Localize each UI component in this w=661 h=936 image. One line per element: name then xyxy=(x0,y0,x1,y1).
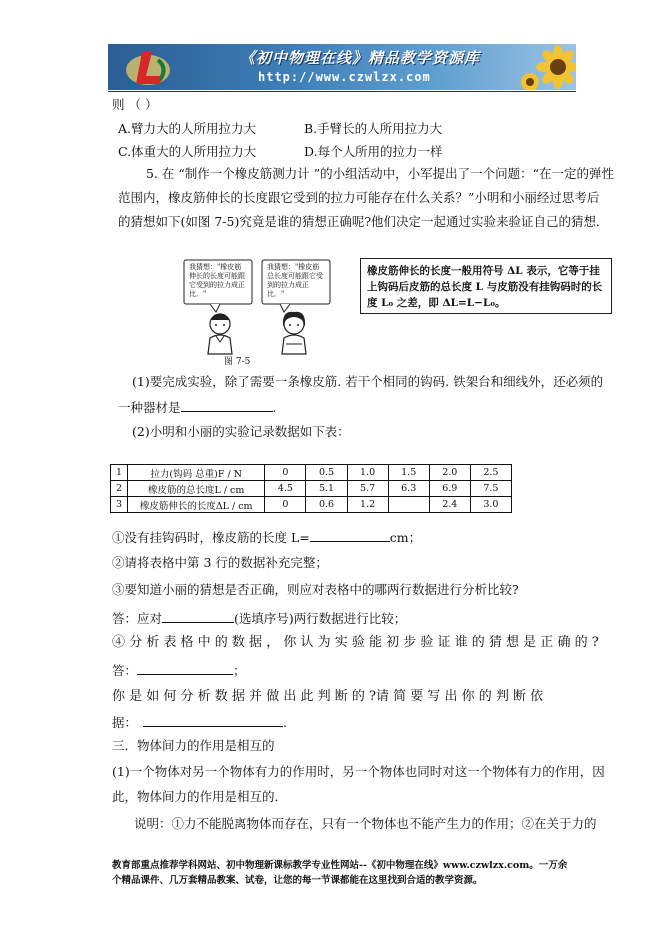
option-d: D.每个人所用的拉力一样 xyxy=(304,144,443,159)
part1-prefix: 一种器材是 xyxy=(118,400,181,415)
bubble-xiaoli: 我猜想："橡皮筋总长度可能跟它受到的拉力成正比．" xyxy=(267,263,323,298)
row-number-cell: 3 xyxy=(111,497,128,513)
sub3-answer-prefix: 答：应对 xyxy=(112,611,163,626)
instrument-answer-blank[interactable] xyxy=(181,398,273,412)
sub4-answer-prefix: 答： xyxy=(112,663,138,678)
sub3-line: ③要知道小丽的猜想是否正确，则应对表格中的哪两行数据进行分析比较? xyxy=(112,582,519,597)
sub1-unit: cm； xyxy=(389,530,422,545)
sub4-answer-suffix: ； xyxy=(233,663,246,678)
sub1-text: ①没有挂钩码时，橡皮筋的长度 L= xyxy=(112,530,310,545)
value-cell: 2.0 xyxy=(429,465,470,481)
footer-line-2: 个精品课件、几万套精品教案、试卷，让您的每一节课都能在这里找到合适的教学资源。 xyxy=(112,875,483,886)
sub4-answer-line xyxy=(112,661,246,679)
table-row xyxy=(111,481,512,497)
option-a: A.臂力大的人所用拉力大 xyxy=(118,121,257,136)
value-cell: 6.9 xyxy=(429,481,470,497)
option-b: B.手臂长的人所用拉力大 xyxy=(304,121,443,136)
note-line: 说明：①力不能脱离物体而存在，只有一个物体也不能产生力的作用；②在关于力的 xyxy=(134,816,597,831)
definition-box xyxy=(360,258,612,314)
value-cell: 1.0 xyxy=(347,465,388,481)
header-rule xyxy=(108,91,576,92)
sub2-line: ②请将表格中第 3 行的数据补充完整； xyxy=(112,555,328,570)
sub5-answer-line xyxy=(112,713,287,731)
question-bracket-line: 则 （ ） xyxy=(112,97,158,112)
part1-period: . xyxy=(272,400,277,415)
site-banner xyxy=(108,44,576,90)
value-cell: 6.3 xyxy=(388,481,429,497)
part1-line1: (1)要完成实验，除了需要一条橡皮筋. 若干个相同的钩码. 铁架台和细线外，还必须的 xyxy=(132,374,604,389)
value-cell: 5.7 xyxy=(347,481,388,497)
guess-answer-blank[interactable] xyxy=(137,661,233,675)
value-cell: 3.0 xyxy=(470,497,511,513)
sub5-period: . xyxy=(283,715,287,730)
table-row xyxy=(111,497,512,513)
part2-line: (2)小明和小丽的实验记录数据如下表： xyxy=(132,424,350,439)
value-cell: 0 xyxy=(265,465,306,481)
sub3-answer-line xyxy=(112,609,406,627)
value-cell: 1.5 xyxy=(388,465,429,481)
rows-answer-blank[interactable] xyxy=(162,609,234,623)
value-cell: 2.5 xyxy=(470,465,511,481)
definition-line-1: 橡皮筋伸长的长度一般用符号 ΔL 表示，它等于挂 xyxy=(367,265,600,277)
banner-url[interactable]: http://www.czwlzx.com xyxy=(258,70,431,84)
experiment-data-table xyxy=(110,464,512,513)
footer-line-1: 教育部重点推荐学科网站、初中物理新课标教学专业性网站--《初中物理在线》www.czwlzx.com。一万余 xyxy=(112,860,568,871)
definition-line-2: 上钩码后皮筋的总长度 L 与皮筋没有挂钩码时的长 xyxy=(367,281,603,293)
row-number-cell: 2 xyxy=(111,481,128,497)
part1-line2 xyxy=(118,398,277,416)
option-c: C.体重大的人所用拉力大 xyxy=(118,144,257,159)
value-cell: 4.5 xyxy=(265,481,306,497)
value-cell: 1.2 xyxy=(347,497,388,513)
sub1-line xyxy=(112,528,421,546)
value-cell: 0.5 xyxy=(306,465,347,481)
figure-caption: 图 7-5 xyxy=(224,357,251,367)
sub3-answer-suffix: (选填序号)两行数据进行比较； xyxy=(234,611,407,626)
row-label-cell: 橡皮筋伸长的长度ΔL / cm xyxy=(128,497,265,513)
reason-answer-blank[interactable] xyxy=(143,713,283,727)
section3-line2: 此，物体间力的作用是相互的． xyxy=(112,789,288,804)
value-cell: 0.6 xyxy=(306,497,347,513)
question5-line3: 的猜想如下(如图 7-5)究竟是谁的猜想正确呢?他们决定一起通过实验来验证自己的猜想． xyxy=(118,214,609,229)
sub5-line: 你 是 如 何 分 析 数 据 并 做 出 此 判 断 的 ?请 简 要 写 出 你 的 判 断 依 xyxy=(112,689,544,704)
row-number-cell: 1 xyxy=(111,465,128,481)
value-cell: 2.4 xyxy=(429,497,470,513)
banner-title: 《初中物理在线》精品教学资源库 xyxy=(240,49,481,67)
value-cell: 5.1 xyxy=(306,481,347,497)
table-row xyxy=(111,465,512,481)
empty-value-cell[interactable] xyxy=(388,497,429,513)
value-cell: 0 xyxy=(265,497,306,513)
row-label-cell: 拉力(钩码 总重)F / N xyxy=(128,465,265,481)
bubble-xiaoming: 我猜想："橡皮筋伸长的长度可能跟它受到的拉力成正比．" xyxy=(189,263,245,298)
length-answer-blank[interactable] xyxy=(310,528,390,542)
value-cell: 7.5 xyxy=(470,481,511,497)
section3-line1: (1)一个物体对另一个物体有力的作用时，另一个物体也同时对这一个物体有力的作用，因 xyxy=(112,764,605,779)
site-logo-icon xyxy=(118,46,178,88)
figure-7-5-illustration xyxy=(180,258,340,358)
sub5-answer-prefix: 据： xyxy=(112,715,138,730)
row-label-cell: 橡皮筋的总长度L / cm xyxy=(128,481,265,497)
question5-line2: 范围内，橡皮筋伸长的长度跟它受到的拉力可能存在什么关系？”小明和小丽经过思考后 xyxy=(118,190,600,205)
sub4-line: ④ 分 析 表 格 中 的 数 据 ， 你 认 为 实 验 能 初 步 验 证 谁 的 猜 想 是 正 确 的 ? xyxy=(112,635,599,650)
section3-heading: 三．物体间力的作用是相互的 xyxy=(112,738,275,753)
definition-line-3: 度 L₀ 之差，即 ΔL=L−L₀。 xyxy=(367,297,506,309)
question5-line1: 5. 在 “制作一个橡皮筋测力计 ”的小组活动中，小军提出了一个问题：“在一定的弹性 xyxy=(146,166,615,181)
sunflower-icon xyxy=(520,44,576,90)
